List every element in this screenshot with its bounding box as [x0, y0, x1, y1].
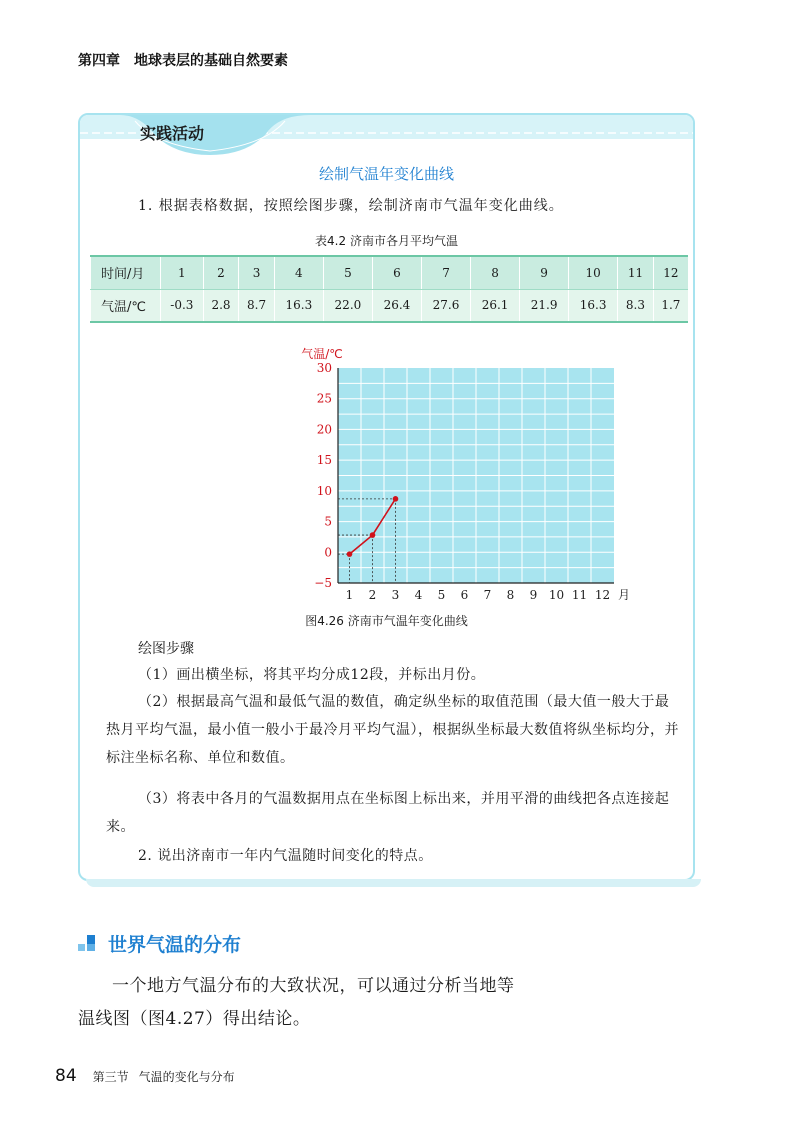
chart-svg [230, 340, 650, 610]
month-cell: 10 [569, 256, 618, 289]
table-row-temperature [91, 289, 689, 322]
task-2: 2. 说出济南市一年内气温随时间变化的特点。 [138, 848, 433, 864]
month-cell: 9 [520, 256, 569, 289]
temp-cell: 27.6 [421, 289, 470, 322]
step-1: （1）画出横坐标，将其平均分成12段，并标出月份。 [138, 667, 486, 683]
x-tick-label: 10 [548, 588, 565, 602]
footer-section [93, 1068, 235, 1085]
page-number: 84 [55, 1066, 77, 1086]
month-cell: 11 [618, 256, 654, 289]
temp-cell: 26.1 [471, 289, 520, 322]
data-point [347, 551, 353, 557]
temp-cell: 2.8 [203, 289, 239, 322]
steps-title: 绘图步骤 [138, 641, 194, 657]
chapter-title: 地球表层的基础自然要素 [134, 53, 288, 69]
x-tick-label: 7 [483, 588, 492, 602]
chapter-header [78, 50, 288, 70]
row-label-temperature: 气温/℃ [91, 289, 161, 322]
month-cell: 1 [161, 256, 204, 289]
month-cell: 7 [421, 256, 470, 289]
footer-section-number: 第三节 [92, 1070, 129, 1084]
month-cell: 5 [323, 256, 372, 289]
y-tick-label: 20 [316, 422, 332, 437]
temperature-table [90, 255, 688, 323]
y-tick-label: 30 [316, 361, 332, 375]
temp-cell: 22.0 [323, 289, 372, 322]
month-cell: 3 [239, 256, 275, 289]
y-tick-label: 10 [316, 483, 332, 498]
temp-cell: 21.9 [520, 289, 569, 322]
step-3: （3）将表中各月的气温数据用点在坐标图上标出来，并用平滑的曲线把各点连接起来。 [106, 791, 670, 835]
activity-banner-label: 实践活动 [140, 124, 205, 143]
x-tick-label: 12 [594, 588, 611, 602]
section-heading [78, 930, 241, 957]
month-cell: 4 [274, 256, 323, 289]
chapter-number: 第四章 [78, 53, 120, 69]
section-square-icon [78, 935, 100, 953]
x-tick-label: 2 [368, 588, 377, 602]
data-point [370, 532, 376, 538]
temp-cell: 16.3 [274, 289, 323, 322]
temp-cell: -0.3 [161, 289, 204, 322]
x-tick-label: 11 [571, 588, 588, 602]
step-2: （2）根据最高气温和最低气温的数值，确定纵坐标的取值范围（最大值一般大于最热月平均气温，最小值一般小于最冷月平均气温），根据纵坐标最大数值将纵坐标均分，并标注坐标名称、单位和数值。 [106, 694, 679, 766]
month-cell: 2 [203, 256, 239, 289]
y-tick-label: 25 [316, 391, 332, 406]
table-row-month [91, 256, 689, 289]
y-tick-label: 5 [324, 514, 332, 529]
x-tick-label: 4 [414, 588, 423, 602]
practice-activity-box [78, 113, 695, 881]
month-cell: 12 [653, 256, 688, 289]
temperature-chart [230, 340, 650, 614]
y-tick-label: 0 [324, 545, 332, 560]
page-footer [55, 1066, 235, 1086]
temp-cell: 8.3 [618, 289, 654, 322]
y-tick-label: −5 [314, 576, 332, 590]
y-axis-label: 气温/℃ [301, 347, 343, 361]
row-label-month: 时间/月 [91, 256, 161, 289]
x-tick-label: 1 [345, 588, 354, 602]
activity-banner [80, 115, 693, 155]
temp-cell: 8.7 [239, 289, 275, 322]
month-cell: 8 [471, 256, 520, 289]
y-tick-label: 15 [316, 453, 332, 468]
month-cell: 6 [372, 256, 421, 289]
x-tick-label: 3 [391, 588, 400, 602]
x-tick-label: 8 [506, 588, 515, 602]
footer-section-title: 气温的变化与分布 [138, 1070, 235, 1084]
x-tick-label: 6 [460, 588, 469, 602]
figure-caption: 图4.26 济南市气温年变化曲线 [305, 614, 468, 628]
data-point [393, 496, 399, 502]
temp-cell: 1.7 [653, 289, 688, 322]
activity-title: 绘制气温年变化曲线 [318, 165, 454, 183]
x-tick-label: 9 [529, 588, 538, 602]
temp-cell: 16.3 [569, 289, 618, 322]
x-axis-label: 月 [617, 588, 631, 602]
temp-cell: 26.4 [372, 289, 421, 322]
task-1: 1. 根据表格数据，按照绘图步骤，绘制济南市气温年变化曲线。 [138, 198, 564, 214]
section-title: 世界气温的分布 [108, 934, 242, 956]
table-caption: 表4.2 济南市各月平均气温 [315, 234, 458, 248]
section-body: 一个地方气温分布的大致状况，可以通过分析当地等温线图（图4.27）得出结论。 [78, 976, 515, 1029]
x-tick-label: 5 [437, 588, 446, 602]
